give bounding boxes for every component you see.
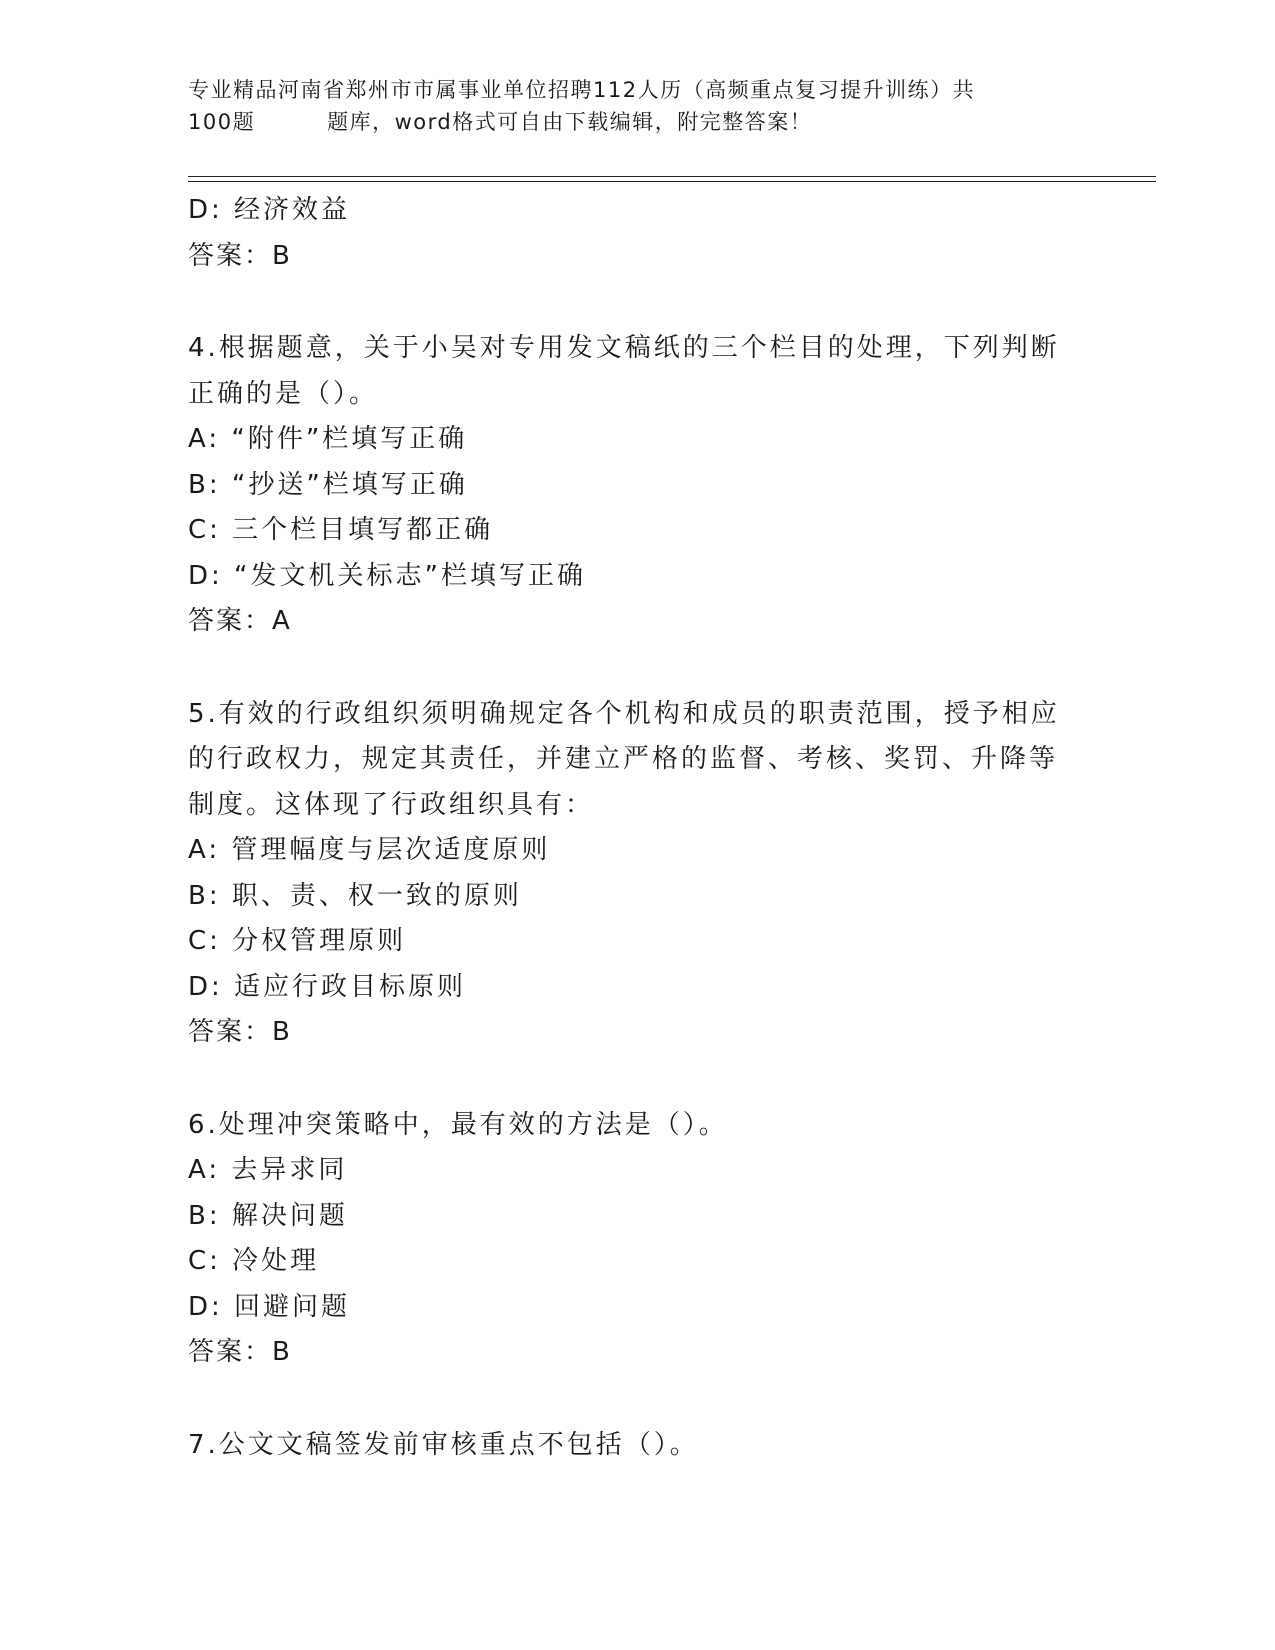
header-rule-bottom [188, 181, 1156, 182]
question-6 [188, 1103, 1068, 1376]
question-stem: 4.根据题意，关于小吴对专用发文稿纸的三个栏目的处理，下列判断 [188, 333, 1060, 363]
option-b: B: “抄送”栏填写正确 [188, 469, 468, 500]
header-line-2 [188, 106, 1068, 138]
question-5 [188, 692, 1068, 1056]
answer-line: 答案：B [188, 240, 292, 271]
option-c: C: 三个栏目填写都正确 [188, 515, 494, 545]
question-stem: 的行政权力，规定其责任，并建立严格的监督、考核、奖罚、升降等 [188, 744, 1059, 774]
option-a: A: “附件”栏填写正确 [188, 424, 468, 454]
answer-line: 答案：B [188, 1337, 292, 1367]
option-b: B: 职、责、权一致的原则 [188, 880, 522, 911]
document-header [188, 74, 1068, 138]
question-3-tail [188, 188, 1068, 279]
question-stem: 7.公文文稿签发前审核重点不包括（）。 [188, 1429, 699, 1460]
option-a: A: 管理幅度与层次适度原则 [188, 835, 551, 865]
question-stem: 正确的是（）。 [188, 378, 379, 409]
option-a: A: 去异求同 [188, 1155, 348, 1185]
answer-line: 答案：A [188, 606, 292, 636]
question-stem: 制度。这体现了行政组织具有： [188, 789, 595, 820]
question-stem: 6.处理冲突策略中，最有效的方法是（）。 [188, 1109, 728, 1140]
option-c: C: 分权管理原则 [188, 926, 407, 956]
answer-line: 答案：B [188, 1017, 292, 1047]
option-c: C: 冷处理 [188, 1246, 320, 1276]
question-7 [188, 1423, 1068, 1469]
header-line-1: 专业精品河南省郑州市市属事业单位招聘112人历（高频重点复习提升训练）共 [188, 78, 976, 102]
option-d: D: 经济效益 [188, 195, 351, 225]
header-rule-top [188, 176, 1156, 177]
question-list [188, 188, 1068, 1468]
option-d: D: “发文机关标志”栏填写正确 [188, 560, 586, 591]
option-d: D: 回避问题 [188, 1291, 351, 1322]
question-stem: 5.有效的行政组织须明确规定各个机构和成员的职责范围，授予相应 [188, 698, 1060, 729]
question-4 [188, 326, 1068, 645]
option-d: D: 适应行政目标原则 [188, 971, 467, 1002]
header-line-2-count: 100题 [188, 110, 256, 134]
option-b: B: 解决问题 [188, 1200, 348, 1231]
header-line-2-text: 题库，word格式可自由下载编辑，附完整答案！ [327, 110, 813, 134]
